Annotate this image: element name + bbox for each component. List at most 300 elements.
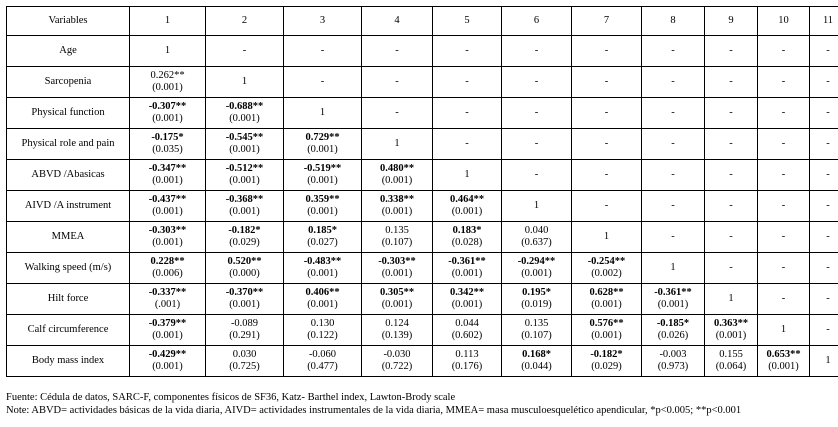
- cell-value: -: [534, 75, 539, 87]
- table-cell: [362, 284, 433, 315]
- table-notes: [6, 392, 741, 417]
- table-cell: [705, 346, 758, 377]
- table-cell: [206, 253, 284, 284]
- cell-value: -0.307**: [148, 100, 187, 112]
- cell-pvalue: (0.029): [591, 361, 622, 372]
- table-row: [7, 129, 838, 160]
- table-cell: [362, 160, 433, 191]
- cell-value: -0.437**: [148, 193, 187, 205]
- cell-value: -: [826, 106, 830, 118]
- cell-value: -: [729, 75, 733, 87]
- table-cell: [284, 191, 362, 222]
- cell-value: 0.130: [310, 317, 335, 329]
- header-col-9: 9: [705, 7, 758, 36]
- table-cell: [206, 98, 284, 129]
- cell-pvalue: (0.602): [451, 330, 483, 341]
- cell-pvalue: (0.001): [381, 206, 413, 217]
- cell-pvalue: (0.035): [152, 144, 183, 155]
- table-cell: [572, 98, 642, 129]
- cell-value: 1: [164, 44, 171, 56]
- table-cell: [642, 315, 705, 346]
- cell-pvalue: (0.176): [451, 361, 483, 372]
- cell-value: 1: [319, 106, 326, 118]
- table-cell: [572, 315, 642, 346]
- table-cell: [810, 160, 838, 191]
- cell-value: -0.185*: [656, 317, 690, 329]
- table-cell: [206, 191, 284, 222]
- cell-value: 0.185*: [308, 224, 337, 236]
- table-cell: [705, 222, 758, 253]
- cell-pvalue: (0.107): [381, 237, 413, 248]
- cell-pvalue: (0.001): [152, 82, 183, 93]
- table-cell: [130, 191, 206, 222]
- cell-value: -: [465, 137, 469, 149]
- cell-value: -: [395, 44, 399, 56]
- cell-value: -: [465, 44, 469, 56]
- table-cell: [284, 253, 362, 284]
- table-cell: [284, 67, 362, 98]
- cell-pvalue: (0.029): [229, 237, 260, 248]
- cell-value: -0.483**: [303, 255, 342, 267]
- table-cell: [642, 129, 705, 160]
- table-cell: [130, 253, 206, 284]
- cell-value: -: [671, 75, 675, 87]
- table-cell: [362, 346, 433, 377]
- cell-value: -: [729, 44, 733, 56]
- table-cell: [572, 67, 642, 98]
- cell-value: -: [781, 261, 786, 273]
- table-cell: [810, 346, 838, 377]
- table-cell: [705, 67, 758, 98]
- cell-value: 0.520**: [227, 255, 262, 267]
- cell-value: 0.628**: [589, 286, 624, 298]
- cell-pvalue: (0.001): [307, 268, 338, 279]
- table-cell: [502, 160, 572, 191]
- cell-value: 0.464**: [449, 193, 485, 205]
- cell-pvalue: (0.006): [152, 268, 183, 279]
- table-cell: [642, 253, 705, 284]
- cell-pvalue: (0.122): [307, 330, 338, 341]
- correlation-table: [6, 6, 838, 377]
- table-row: [7, 36, 838, 67]
- cell-value: -: [781, 168, 786, 180]
- cell-value: -: [671, 106, 675, 118]
- cell-pvalue: (0.001): [152, 206, 183, 217]
- cell-pvalue: (0.001): [451, 299, 483, 310]
- table-cell: [572, 36, 642, 67]
- cell-value: -: [826, 323, 830, 335]
- cell-value: -0.337**: [148, 286, 187, 298]
- cell-value: -: [826, 230, 830, 242]
- table-cell: [758, 191, 810, 222]
- table-cell: [810, 67, 838, 98]
- table-cell: [642, 160, 705, 191]
- table-cell: [502, 191, 572, 222]
- table-cell: [206, 129, 284, 160]
- table-cell: [810, 315, 838, 346]
- table-cell: [433, 253, 502, 284]
- cell-value: 0.124: [385, 317, 409, 329]
- table-cell: [502, 67, 572, 98]
- cell-value: 0.168*: [522, 348, 551, 360]
- table-cell: [642, 346, 705, 377]
- table-cell: [433, 160, 502, 191]
- table-cell: [433, 284, 502, 315]
- cell-pvalue: (0.026): [657, 330, 689, 341]
- cell-pvalue: (0.002): [591, 268, 622, 279]
- cell-pvalue: (0.001): [381, 175, 413, 186]
- header-col-4: 4: [362, 7, 433, 36]
- cell-pvalue: (0.001): [451, 268, 483, 279]
- table-cell: [502, 346, 572, 377]
- table-cell: [502, 315, 572, 346]
- cell-value: 0.653**: [766, 348, 801, 360]
- cell-pvalue: (0.064): [715, 361, 747, 372]
- table-cell: [130, 315, 206, 346]
- cell-value: -0.361**: [448, 255, 486, 267]
- cell-value: -0.429**: [148, 348, 187, 360]
- table-cell: [206, 36, 284, 67]
- table-row: [7, 315, 838, 346]
- cell-pvalue: (0.001): [521, 268, 552, 279]
- cell-value: -: [729, 199, 733, 211]
- cell-value: 0.576**: [589, 317, 624, 329]
- table-cell: [284, 222, 362, 253]
- table-row: [7, 98, 838, 129]
- cell-pvalue: (.001): [154, 299, 181, 310]
- cell-value: -: [671, 230, 675, 242]
- cell-value: 0.338**: [379, 193, 415, 205]
- cell-value: -: [826, 292, 830, 304]
- cell-pvalue: (0.001): [381, 299, 413, 310]
- table-cell: [433, 129, 502, 160]
- header-col-2: 2: [206, 7, 284, 36]
- table-cell: [206, 160, 284, 191]
- table-cell: [433, 222, 502, 253]
- cell-pvalue: (0.725): [229, 361, 260, 372]
- table-cell: [705, 160, 758, 191]
- table-cell: [130, 346, 206, 377]
- row-label: Age: [7, 36, 130, 67]
- cell-value: -: [826, 199, 830, 211]
- cell-value: -: [604, 137, 609, 149]
- header-col-11: 11: [810, 7, 838, 36]
- table-cell: [433, 191, 502, 222]
- cell-value: 0.305**: [379, 286, 415, 298]
- table-cell: [758, 160, 810, 191]
- table-cell: [705, 129, 758, 160]
- cell-value: -: [729, 168, 733, 180]
- row-label: ABVD /Abasicas: [7, 160, 130, 191]
- cell-pvalue: (0.001): [229, 299, 260, 310]
- cell-value: -: [671, 44, 675, 56]
- cell-pvalue: (0.001): [152, 330, 183, 341]
- cell-value: -0.370**: [225, 286, 264, 298]
- cell-value: -: [671, 137, 675, 149]
- header-col-3: 3: [284, 7, 362, 36]
- cell-value: 0.342**: [449, 286, 485, 298]
- table-cell: [362, 315, 433, 346]
- header-col-5: 5: [433, 7, 502, 36]
- table-cell: [572, 129, 642, 160]
- table-row: [7, 346, 838, 377]
- cell-pvalue: (0.001): [307, 206, 338, 217]
- cell-pvalue: (0.001): [307, 175, 338, 186]
- cell-value: 0.155: [719, 348, 743, 360]
- table-cell: [758, 346, 810, 377]
- table-cell: [642, 284, 705, 315]
- table-cell: [130, 98, 206, 129]
- table-cell: [284, 284, 362, 315]
- table-cell: [758, 222, 810, 253]
- row-label: Hilt force: [7, 284, 130, 315]
- cell-value: -: [534, 168, 539, 180]
- cell-pvalue: (0.001): [152, 237, 183, 248]
- cell-value: 0.262**: [150, 69, 185, 81]
- cell-pvalue: (0.001): [229, 206, 260, 217]
- table-cell: [758, 67, 810, 98]
- cell-value: 1: [825, 354, 831, 366]
- cell-value: -: [320, 75, 325, 87]
- table-cell: [502, 129, 572, 160]
- table-cell: [642, 98, 705, 129]
- cell-value: 0.113: [455, 348, 479, 360]
- table-cell: [362, 191, 433, 222]
- table-cell: [362, 253, 433, 284]
- cell-value: -: [729, 230, 733, 242]
- row-label: Body mass index: [7, 346, 130, 377]
- cell-value: -: [781, 137, 786, 149]
- cell-pvalue: (0.001): [152, 361, 183, 372]
- source-note: Fuente: Cédula de datos, SARC-F, componentes físicos de SF36, Katz- Barthel index, Lawton-Brody scale: [6, 392, 456, 403]
- table-cell: [810, 253, 838, 284]
- table-cell: [705, 98, 758, 129]
- header-variables: Variables: [7, 7, 130, 36]
- row-label: AIVD /A instrument: [7, 191, 130, 222]
- header-col-6: 6: [502, 7, 572, 36]
- cell-value: -0.519**: [303, 162, 342, 174]
- table-cell: [206, 284, 284, 315]
- table-body: [7, 7, 838, 377]
- cell-value: 0.406**: [305, 286, 340, 298]
- table-cell: [810, 98, 838, 129]
- cell-value: -0.254**: [587, 255, 626, 267]
- cell-value: -: [781, 199, 786, 211]
- table-cell: [206, 222, 284, 253]
- cell-pvalue: (0.001): [768, 361, 799, 372]
- cell-value: -0.303**: [148, 224, 187, 236]
- cell-value: -: [395, 106, 399, 118]
- row-label: MMEA: [7, 222, 130, 253]
- cell-value: -: [465, 106, 469, 118]
- cell-pvalue: (0.019): [521, 299, 552, 310]
- table-cell: [758, 36, 810, 67]
- table-cell: [642, 67, 705, 98]
- table-cell: [433, 315, 502, 346]
- table-cell: [284, 315, 362, 346]
- cell-pvalue: (0.001): [229, 144, 260, 155]
- cell-value: -0.182*: [228, 224, 261, 236]
- cell-value: -: [781, 292, 786, 304]
- cell-value: 0.480**: [379, 162, 415, 174]
- table-row: [7, 253, 838, 284]
- table-cell: [758, 253, 810, 284]
- cell-value: -: [604, 199, 609, 211]
- table-cell: [705, 253, 758, 284]
- table-cell: [642, 222, 705, 253]
- cell-pvalue: (0.139): [381, 330, 413, 341]
- cell-pvalue: (0.001): [657, 299, 689, 310]
- table-cell: [130, 222, 206, 253]
- table-cell: [705, 315, 758, 346]
- table-cell: [810, 284, 838, 315]
- row-label: Walking speed (m/s): [7, 253, 130, 284]
- cell-value: 1: [241, 75, 248, 87]
- row-label: Sarcopenia: [7, 67, 130, 98]
- cell-pvalue: (0.001): [451, 206, 483, 217]
- cell-value: -: [242, 44, 247, 56]
- cell-value: -0.182*: [590, 348, 623, 360]
- cell-pvalue: (0.107): [521, 330, 552, 341]
- cell-value: -0.175*: [151, 131, 184, 143]
- table-row: [7, 160, 838, 191]
- table-cell: [810, 36, 838, 67]
- cell-value: 1: [603, 230, 610, 242]
- table-cell: [572, 191, 642, 222]
- cell-pvalue: (0.027): [307, 237, 338, 248]
- table-cell: [810, 129, 838, 160]
- cell-pvalue: (0.001): [229, 175, 260, 186]
- table-cell: [572, 222, 642, 253]
- cell-value: -: [671, 199, 675, 211]
- table-cell: [362, 222, 433, 253]
- table-cell: [362, 129, 433, 160]
- cell-value: -0.688**: [225, 100, 264, 112]
- cell-value: 0.195*: [522, 286, 551, 298]
- cell-value: -: [826, 44, 830, 56]
- table-cell: [572, 284, 642, 315]
- cell-value: -: [534, 44, 539, 56]
- table-cell: [758, 129, 810, 160]
- cell-value: 1: [728, 292, 734, 304]
- cell-pvalue: (0.001): [229, 113, 260, 124]
- table-cell: [284, 160, 362, 191]
- cell-value: 1: [464, 168, 470, 180]
- cell-value: -0.379**: [148, 317, 187, 329]
- abbreviation-note: Note: ABVD= actividades básicas de la vida diaria, AIVD= actividades instrumentales de la vida diaria, MMEA= masa musculoesquelético apendicular, *p<0.005; **p<0.001: [6, 404, 742, 416]
- cell-value: 0.135: [524, 317, 549, 329]
- cell-value: -: [604, 75, 609, 87]
- header-col-10: 10: [758, 7, 810, 36]
- cell-value: 0.030: [232, 348, 257, 360]
- cell-pvalue: (0.637): [521, 237, 552, 248]
- cell-pvalue: (0.001): [591, 330, 622, 341]
- table-cell: [433, 67, 502, 98]
- table-cell: [433, 36, 502, 67]
- row-label: Physical function: [7, 98, 130, 129]
- cell-value: -: [395, 75, 399, 87]
- table-cell: [502, 222, 572, 253]
- cell-value: 1: [780, 323, 787, 335]
- cell-pvalue: (0.028): [451, 237, 483, 248]
- cell-value: -0.294**: [517, 255, 556, 267]
- cell-value: -: [671, 168, 675, 180]
- header-col-7: 7: [572, 7, 642, 36]
- cell-value: -: [729, 106, 733, 118]
- cell-value: -: [604, 168, 609, 180]
- table-cell: [206, 67, 284, 98]
- table-cell: [572, 253, 642, 284]
- table-cell: [433, 346, 502, 377]
- cell-pvalue: (0.001): [152, 175, 183, 186]
- table-cell: [642, 36, 705, 67]
- table-cell: [758, 315, 810, 346]
- table-cell: [130, 160, 206, 191]
- table-cell: [705, 284, 758, 315]
- table-cell: [705, 191, 758, 222]
- cell-value: -: [465, 75, 469, 87]
- cell-value: 0.183*: [452, 224, 482, 236]
- cell-value: -0.512**: [225, 162, 264, 174]
- cell-pvalue: (0.001): [381, 268, 413, 279]
- header-row: [7, 7, 838, 36]
- cell-pvalue: (0.291): [229, 330, 260, 341]
- table-cell: [433, 98, 502, 129]
- cell-value: 1: [533, 199, 540, 211]
- cell-value: 0.729**: [305, 131, 340, 143]
- table-cell: [130, 67, 206, 98]
- cell-value: -0.030: [383, 348, 411, 360]
- cell-value: -: [320, 44, 325, 56]
- cell-value: -: [826, 75, 830, 87]
- cell-value: -: [826, 137, 830, 149]
- cell-value: -: [781, 44, 786, 56]
- cell-value: -: [729, 261, 733, 273]
- row-label: Physical role and pain: [7, 129, 130, 160]
- cell-pvalue: (0.722): [381, 361, 413, 372]
- table-cell: [130, 284, 206, 315]
- table-row: [7, 191, 838, 222]
- cell-value: -: [826, 168, 830, 180]
- cell-value: 0.359**: [305, 193, 340, 205]
- cell-value: -: [604, 44, 609, 56]
- cell-pvalue: (0.001): [307, 299, 338, 310]
- correlation-table-container: [6, 6, 834, 377]
- cell-pvalue: (0.973): [657, 361, 689, 372]
- table-cell: [362, 98, 433, 129]
- cell-value: 0.363**: [713, 317, 749, 329]
- table-cell: [284, 129, 362, 160]
- cell-value: -: [781, 75, 786, 87]
- table-cell: [284, 346, 362, 377]
- table-cell: [810, 191, 838, 222]
- cell-value: -0.347**: [148, 162, 187, 174]
- table-cell: [362, 67, 433, 98]
- table-cell: [206, 315, 284, 346]
- cell-value: -0.303**: [378, 255, 416, 267]
- cell-pvalue: (0.000): [229, 268, 260, 279]
- cell-pvalue: (0.001): [152, 113, 183, 124]
- table-cell: [758, 98, 810, 129]
- cell-pvalue: (0.044): [521, 361, 552, 372]
- cell-pvalue: (0.001): [715, 330, 747, 341]
- row-label: Calf circumference: [7, 315, 130, 346]
- cell-value: -: [781, 230, 786, 242]
- table-cell: [130, 36, 206, 67]
- table-cell: [206, 346, 284, 377]
- cell-value: -: [534, 106, 539, 118]
- table-cell: [502, 98, 572, 129]
